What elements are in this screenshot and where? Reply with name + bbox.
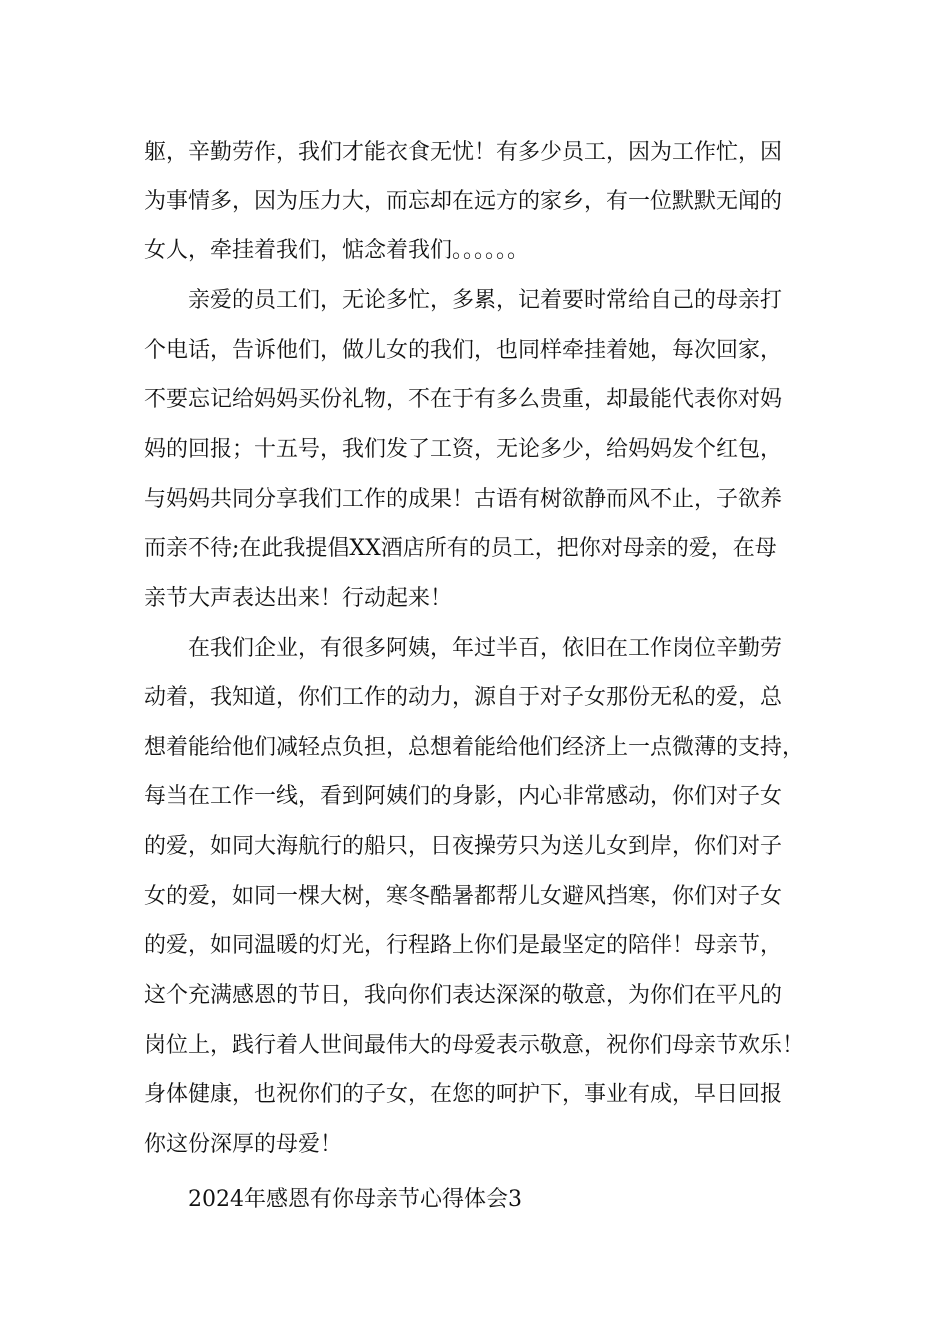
text-line: 想着能给他们减轻点负担，总想着能给他们经济上一点微薄的支持， bbox=[144, 735, 805, 760]
text-line: 的爱，如同温暖的灯光，行程路上你们是最坚定的陪伴！母亲节， bbox=[144, 933, 783, 958]
paragraph-first-line: 亲爱的员工们，无论多忙，多累，记着要时常给自己的母亲打 bbox=[188, 288, 783, 313]
text-line: 个电话，告诉他们，做儿女的我们，也同样牵挂着她，每次回家， bbox=[144, 338, 783, 363]
text-line: 与妈妈共同分享我们工作的成果！古语有树欲静而风不止，子欲养 bbox=[144, 487, 783, 512]
text-line: 身体健康，也祝你们的子女，在您的呵护下，事业有成，早日回报 bbox=[144, 1082, 783, 1107]
section-heading: 2024年感恩有你母亲节心得体会3 bbox=[188, 1187, 522, 1212]
text-line: 岗位上，践行着人世间最伟大的母爱表示敬意，祝你们母亲节欢乐！ bbox=[144, 1033, 805, 1058]
text-line: 躯，辛勤劳作，我们才能衣食无忧！有多少员工，因为工作忙，因 bbox=[144, 140, 783, 165]
text-line: 女人，牵挂着我们，惦念着我们。。。。。。 bbox=[144, 238, 530, 263]
text-line: 你这份深厚的母爱！ bbox=[144, 1132, 343, 1157]
text-line: 的爱，如同大海航行的船只，日夜操劳只为送儿女到岸，你们对子 bbox=[144, 834, 783, 859]
text-line: 而亲不待;在此我提倡XX酒店所有的员工，把你对母亲的爱，在母 bbox=[144, 536, 777, 561]
text-line: 不要忘记给妈妈买份礼物，不在于有多么贵重，却最能代表你对妈 bbox=[144, 387, 783, 412]
text-line: 这个充满感恩的节日，我向你们表达深深的敬意，为你们在平凡的 bbox=[144, 983, 783, 1008]
text-line: 亲节大声表达出来！行动起来！ bbox=[144, 586, 453, 611]
text-line: 为事情多，因为压力大，而忘却在远方的家乡，有一位默默无闻的 bbox=[144, 189, 783, 214]
text-line: 每当在工作一线，看到阿姨们的身影，内心非常感动，你们对子女 bbox=[144, 784, 783, 809]
text-line: 女的爱，如同一棵大树，寒冬酷暑都帮儿女避风挡寒，你们对子女 bbox=[144, 884, 783, 909]
text-line: 动着，我知道，你们工作的动力，源自于对子女那份无私的爱，总 bbox=[144, 685, 783, 710]
paragraph-first-line: 在我们企业，有很多阿姨，年过半百，依旧在工作岗位辛勤劳 bbox=[188, 636, 783, 661]
text-line: 妈的回报；十五号，我们发了工资，无论多少，给妈妈发个红包， bbox=[144, 437, 783, 462]
